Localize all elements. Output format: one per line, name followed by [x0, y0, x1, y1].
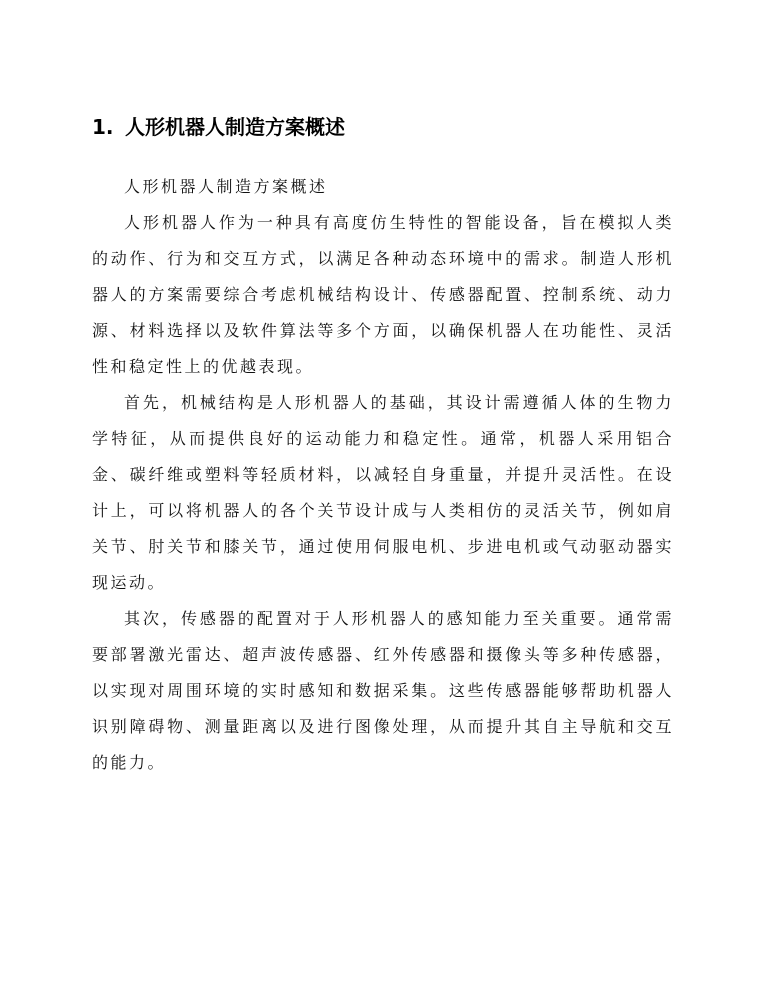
body-text	[92, 169, 674, 781]
paragraph-subtitle: 人形机器人制造方案概述	[124, 177, 328, 196]
section-number: 1.	[92, 115, 114, 139]
paragraph-sensors: 其次，传感器的配置对于人形机器人的感知能力至关重要。通常需要部署激光雷达、超声波传感器、红外传感器和摄像头等多种传感器，以实现对周围环境的实时感知和数据采集。这些传感器能够帮助机器人识别障碍物、测量距离以及进行图像处理，从而提升其自主导航和交互的能力。	[92, 609, 674, 772]
section-title: 人形机器人制造方案概述	[125, 115, 345, 139]
paragraph-mechanical: 首先，机械结构是人形机器人的基础，其设计需遵循人体的生物力学特征，从而提供良好的运动能力和稳定性。通常，机器人采用铝合金、碳纤维或塑料等轻质材料，以减轻自身重量，并提升灵活性。在设计上，可以将机器人的各个关节设计成与人类相仿的灵活关节，例如肩关节、肘关节和膝关节，通过使用伺服电机、步进电机或气动驱动器实现运动。	[92, 393, 674, 592]
paragraph-intro: 人形机器人作为一种具有高度仿生特性的智能设备，旨在模拟人类的动作、行为和交互方式，以满足各种动态环境中的需求。制造人形机器人的方案需要综合考虑机械结构设计、传感器配置、控制系统、动力源、材料选择以及软件算法等多个方面，以确保机器人在功能性、灵活性和稳定性上的优越表现。	[92, 213, 674, 376]
section-heading	[92, 112, 345, 142]
